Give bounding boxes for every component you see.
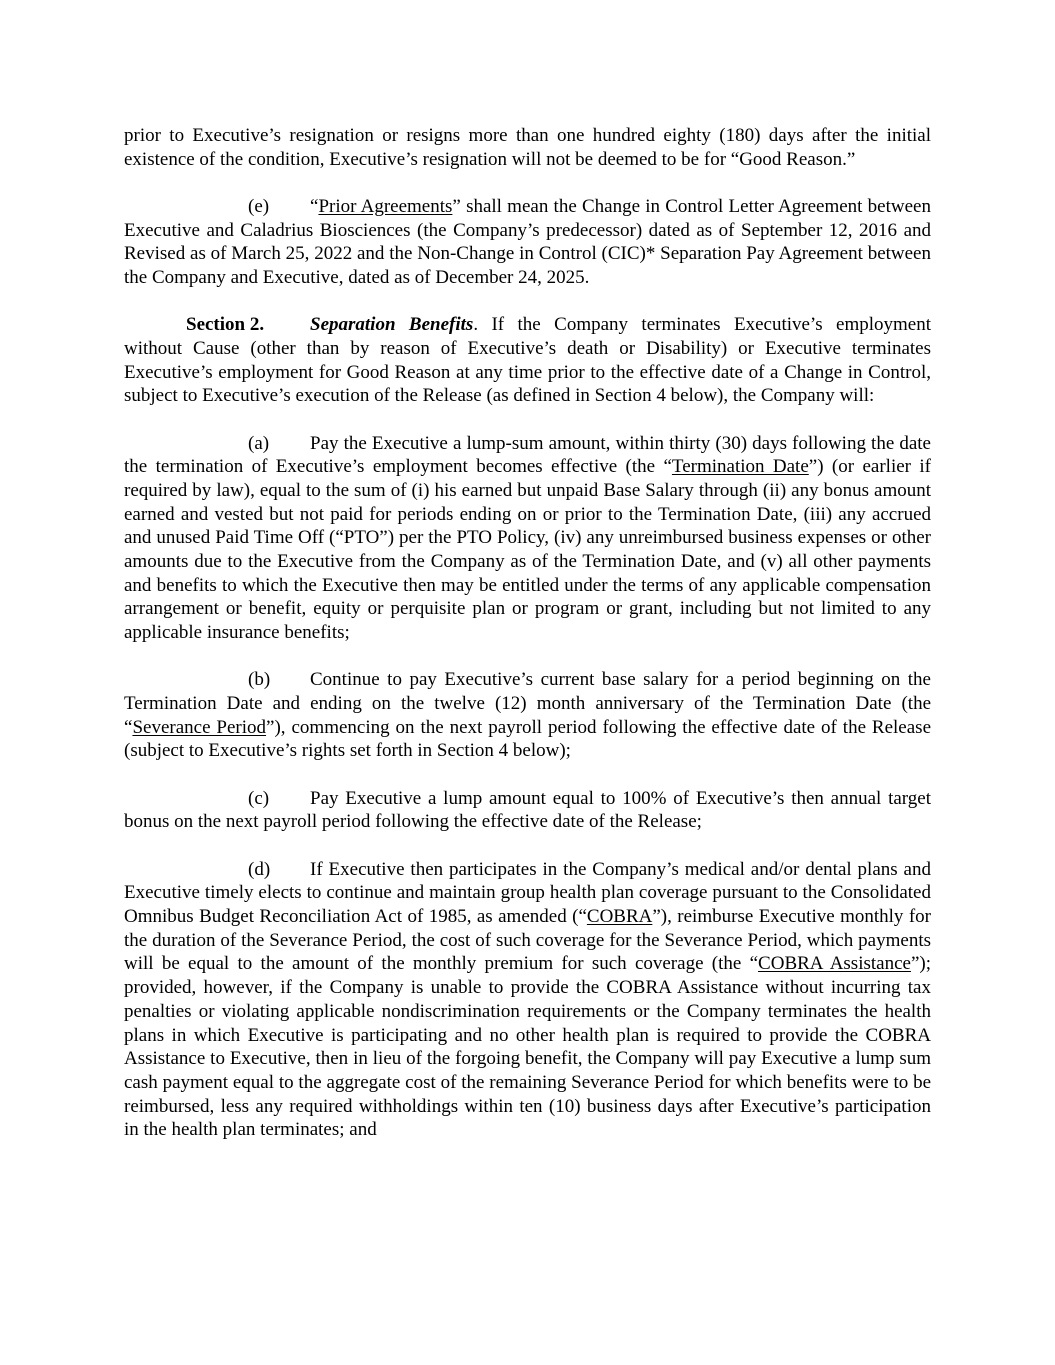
paragraph-text: Pay the Executive a lump-sum amount, within thirty (30) days following the date the termination of Executive’s employment becomes effective (the “ xyxy=(124,432,931,478)
paragraph-text: ” shall mean the Change in Control Letter Agreement between Executive and Caladrius Biosciences (the Company’s predecessor) dated as of September 12, 2016 and Revised as of March 25, 2022 and the Non-Change in Control (CIC)* Separation Pay Agreement between the Company and Executive, dated as of December 24, 2025. xyxy=(124,195,931,289)
paragraph-label: (e) xyxy=(248,195,270,217)
section-number: Section 2. xyxy=(186,314,265,336)
paragraph-text: ”) (or earlier if required by law), equal to the sum of (i) his earned but unpaid Base Salary through (ii) any bonus amount earned and vested but not paid for periods ending on or prior to the Termination Date, (iii) any accrued and unused Paid Time Off (“PTO”) per the PTO Policy, (iv) any unreimbursed business expenses or other amounts due to the Executive from the Company as of the Termination Date, and (v) all other payments and benefits to which the Executive then may be entitled under the terms of any applicable compensation arrangement or benefit, equity or perquisite plan or program or grant, including but not limited to any applicable insurance benefits; xyxy=(124,456,931,644)
defined-term-termination-date: Termination Date xyxy=(671,456,809,478)
paragraph-text: ”), reimburse Executive monthly for the duration of the Severance Period, the cost of such coverage for the Severance Period, which payments will be equal to the amount of the monthly premium for such coverage (the “ xyxy=(124,905,931,975)
continued-paragraph xyxy=(124,124,931,171)
paragraph-label: (c) xyxy=(248,787,270,809)
paragraph-label: (a) xyxy=(248,432,270,454)
paragraph-text: ”); provided, however, if the Company is unable to provide the COBRA Assistance without incurring tax penalties or violating applicable nondiscrimination requirements or the Company terminates the health plans in which Executive is participating and no other health plan is required to provide the COBRA Assistance to Executive, then in lieu of the forgoing benefit, the Company will pay Executive a lump sum cash payment equal to the aggregate cost of the remaining Severance Period for which benefits were to be reimbursed, less any required withholdings within ten (10) business days after Executive’s participation in the health plan terminates; and xyxy=(124,953,931,1141)
section-title-punct: . xyxy=(473,314,479,336)
document-page xyxy=(124,124,931,1142)
paragraph-text: ”), commencing on the next payroll period following the effective date of the Release (subject to Executive’s rights set forth in Section 4 below); xyxy=(124,716,932,762)
paragraph-label: (d) xyxy=(248,858,271,880)
paragraph-text: If Executive then participates in the Company’s medical and/or dental plans and Executive timely elects to continue and maintain group health plan coverage pursuant to the Consolidated Omnibus Budget Reconciliation Act of 1985, as amended (“ xyxy=(124,858,931,927)
defined-term-severance-period: Severance Period xyxy=(132,716,267,738)
paragraph-text: Pay Executive a lump amount equal to 100% of Executive’s then annual target bonus on the next payroll period following the effective date of the Release; xyxy=(124,787,931,833)
defined-term-cobra: COBRA xyxy=(586,905,653,927)
paragraph-label: (b) xyxy=(248,669,271,691)
quote-mark: “ xyxy=(310,195,319,217)
paragraph-b xyxy=(124,668,931,763)
defined-term-cobra-assistance: COBRA Assistance xyxy=(758,953,911,975)
paragraph-text: Continue to pay Executive’s current base salary for a period beginning on the Termination Date and ending on the twelve (12) month anniversary of the Termination Date (the “ xyxy=(124,669,931,738)
paragraph-c xyxy=(124,787,931,834)
paragraph-d xyxy=(124,858,931,1142)
section-text: If the Company terminates Executive’s employment without Cause (other than by reason of Executive’s death or Disability) or Executive terminates Executive’s employment for Good Reason at any time prior to the effective date of a Change in Control, subject to Executive’s execution of the Release (as defined in Section 4 below), the Company will: xyxy=(124,314,931,407)
section-title: Separation Benefits xyxy=(310,314,474,336)
paragraph-a xyxy=(124,432,931,645)
paragraph-e xyxy=(124,195,931,290)
section-2-paragraph xyxy=(124,313,931,408)
defined-term-prior-agreements: Prior Agreements xyxy=(318,195,453,217)
continued-text: prior to Executive’s resignation or resigns more than one hundred eighty (180) days after the initial existence of the condition, Executive’s resignation will not be deemed to be for “Good Reason.” xyxy=(124,125,931,170)
